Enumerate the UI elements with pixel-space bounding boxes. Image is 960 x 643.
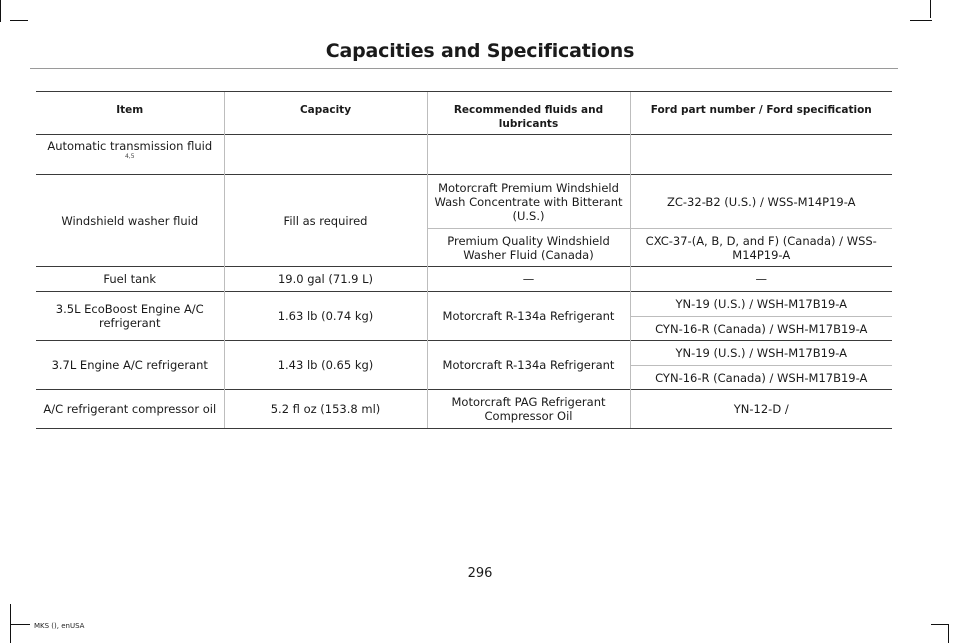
fluid-cell: — (427, 267, 630, 292)
page-number: 296 (467, 566, 493, 581)
table-row (36, 341, 892, 366)
capacity-cell: 1.63 lb (0.74 kg) (224, 292, 427, 341)
part-cell (630, 135, 892, 175)
table-header-row (36, 92, 892, 135)
item-cell: 3.5L EcoBoost Engine A/C refrigerant (36, 292, 224, 341)
crop-mark (910, 20, 932, 21)
table-row (36, 267, 892, 292)
fluid-cell (427, 135, 630, 175)
fluid-cell: Motorcraft Premium Windshield Wash Concentrate with Bitterant (U.S.) (427, 175, 630, 229)
column-header-fluids: Recommended fluids and lubricants (427, 92, 630, 135)
capacity-cell: 1.43 lb (0.65 kg) (224, 341, 427, 390)
item-cell: Windshield washer fluid (36, 175, 224, 267)
part-cell: — (630, 267, 892, 292)
crop-mark (931, 624, 949, 625)
crop-mark (10, 20, 28, 21)
capacities-table (36, 91, 892, 429)
part-cell: CYN-16-R (Canada) / WSH-M17B19-A (630, 317, 892, 341)
fluid-cell: Premium Quality Windshield Washer Fluid (Canada) (427, 229, 630, 267)
fluid-cell: Motorcraft R-134a Refrigerant (427, 292, 630, 341)
capacity-cell (224, 135, 427, 175)
table-row (36, 390, 892, 429)
crop-mark (10, 624, 30, 625)
footer-text: MKS (), enUSA (34, 622, 85, 630)
fluid-cell: Motorcraft R-134a Refrigerant (427, 341, 630, 390)
table-row (36, 175, 892, 229)
capacity-cell: 5.2 fl oz (153.8 ml) (224, 390, 427, 429)
part-cell: ZC-32-B2 (U.S.) / WSS-M14P19-A (630, 175, 892, 229)
crop-mark (930, 0, 931, 18)
item-cell (36, 135, 224, 175)
column-header-capacity: Capacity (224, 92, 427, 135)
title-rule (30, 68, 898, 69)
part-cell: YN-19 (U.S.) / WSH-M17B19-A (630, 292, 892, 317)
crop-mark (948, 624, 949, 643)
item-cell: A/C refrigerant compressor oil (36, 390, 224, 429)
fluid-cell: Motorcraft PAG Refrigerant Compressor Oil (427, 390, 630, 429)
part-cell: YN-19 (U.S.) / WSH-M17B19-A (630, 341, 892, 366)
footnote-ref: 4,5 (124, 153, 135, 160)
part-cell: CXC-37-(A, B, D, and F) (Canada) / WSS-M14P19-A (630, 229, 892, 267)
item-text: Automatic transmission fluid (47, 139, 213, 153)
item-cell: Fuel tank (36, 267, 224, 292)
part-cell: CYN-16-R (Canada) / WSH-M17B19-A (630, 366, 892, 390)
item-cell: 3.7L Engine A/C refrigerant (36, 341, 224, 390)
crop-mark (0, 0, 1, 22)
capacity-cell: Fill as required (224, 175, 427, 267)
capacity-cell: 19.0 gal (71.9 L) (224, 267, 427, 292)
column-header-part-number: Ford part number / Ford specification (630, 92, 892, 135)
column-header-item: Item (36, 92, 224, 135)
table-row (36, 135, 892, 175)
page-title: Capacities and Specifications (325, 40, 635, 62)
table-row (36, 292, 892, 317)
part-cell: YN-12-D / (630, 390, 892, 429)
